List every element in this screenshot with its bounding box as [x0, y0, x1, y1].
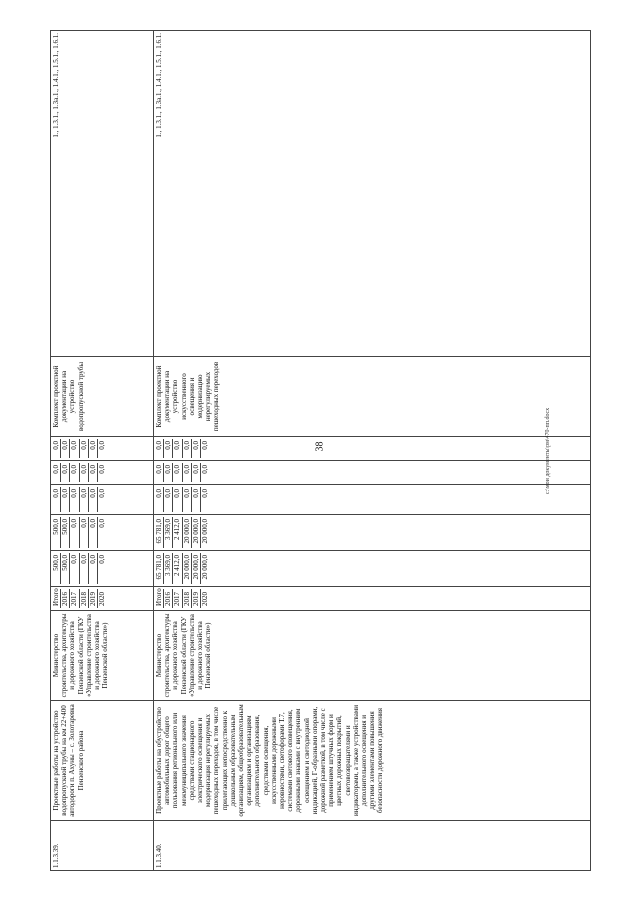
document-file-path: c:\мои документы\рм\470-пп.docx: [545, 407, 551, 495]
funding-value: 20 000,0: [191, 517, 200, 548]
funding-value: 20 000,0: [201, 519, 210, 544]
other-sources-cell: [154, 437, 591, 461]
funding-value: 500,0: [61, 517, 70, 548]
year-label: 2017: [70, 589, 79, 608]
funding-value: 0,0: [79, 553, 88, 584]
row-number: 1.1.3.40.: [154, 821, 591, 871]
funding-value: 0,0: [88, 439, 97, 458]
funding-value: 0,0: [61, 463, 70, 482]
funding-value: 0,0: [155, 463, 164, 482]
funding-value: 0,0: [98, 441, 107, 450]
year-label: Итого: [155, 588, 163, 606]
regional-budget-cell: [51, 515, 154, 551]
funding-value: 0,0: [201, 489, 210, 498]
indicator-codes: 1., 1.3.1., 1.3а.1., 1.4.1., 1.5.1., 1.6.1.: [51, 31, 154, 357]
total-funding-cell: [154, 551, 591, 587]
funding-value: 2 412,0: [173, 517, 182, 548]
funding-value: 500,0: [61, 553, 70, 584]
funding-value: 0,0: [191, 463, 200, 482]
funding-value: 0,0: [182, 487, 191, 512]
funding-value: 500,0: [52, 553, 61, 584]
funding-value: 0,0: [191, 439, 200, 458]
rotated-table-container: [50, 31, 590, 871]
funding-value: 0,0: [52, 487, 61, 512]
year-label: 2019: [191, 589, 200, 608]
year-label: 2018: [182, 589, 191, 608]
funding-value: 0,0: [61, 487, 70, 512]
funding-value: 0,0: [52, 463, 61, 482]
federal-budget-cell: [154, 485, 591, 515]
funding-value: 65 781,0: [155, 517, 164, 548]
federal-budget-cell: [51, 485, 154, 515]
table-row: [154, 31, 591, 871]
funding-value: 0,0: [201, 441, 210, 450]
responsible-organization: Министерство строительства, архитектуры и дорожного хозяйства Пензенской области (ГКУ «Управление строительства и дорожного хозяйства Пензенской области»): [154, 611, 591, 701]
funding-value: 0,0: [79, 487, 88, 512]
funding-value: 20 000,0: [182, 517, 191, 548]
funding-value: 0,0: [155, 487, 164, 512]
funding-value: 20 000,0: [182, 553, 191, 584]
funding-value: 0,0: [61, 439, 70, 458]
funding-value: 0,0: [164, 487, 173, 512]
other-sources-cell: [51, 437, 154, 461]
funding-value: 500,0: [52, 517, 61, 548]
row-number: 1.1.3.39.: [51, 821, 154, 871]
funding-value: 65 781,0: [155, 553, 164, 584]
funding-value: 0,0: [70, 487, 79, 512]
funding-value: 2 412,0: [173, 553, 182, 584]
funding-value: 0,0: [79, 439, 88, 458]
year-label: Итого: [52, 588, 60, 606]
funding-value: 0,0: [79, 463, 88, 482]
funding-value: 3 369,0: [164, 517, 173, 548]
total-funding-cell: [51, 551, 154, 587]
funding-value: 20 000,0: [201, 555, 210, 580]
years-cell: [154, 587, 591, 611]
funding-value: 0,0: [98, 519, 107, 528]
funding-value: 0,0: [70, 553, 79, 584]
municipal-budget-cell: [154, 461, 591, 485]
funding-value: 0,0: [88, 487, 97, 512]
funding-value: 0,0: [173, 463, 182, 482]
year-label: 2016: [164, 589, 173, 608]
funding-value: 0,0: [155, 439, 164, 458]
funding-value: 20 000,0: [191, 553, 200, 584]
year-label: 2020: [201, 592, 210, 606]
year-label: 2020: [98, 592, 107, 606]
funding-value: 0,0: [70, 463, 79, 482]
funding-value: 0,0: [164, 463, 173, 482]
funding-value: 0,0: [173, 487, 182, 512]
regional-budget-cell: [154, 515, 591, 551]
funding-value: 0,0: [88, 517, 97, 548]
funding-value: 0,0: [70, 439, 79, 458]
year-label: 2016: [61, 589, 70, 608]
funding-value: 0,0: [98, 465, 107, 474]
expected-result: Комплект проектной документации на устройство водопропускной трубы: [51, 357, 154, 437]
funding-value: 0,0: [182, 439, 191, 458]
table-row: [51, 31, 154, 871]
year-label: 2018: [79, 589, 88, 608]
responsible-organization: Министерство строительства, архитектуры и дорожного хозяйства Пензенской области (ГКУ «Управление строительства и дорожного хозяйства Пензенской области»): [51, 611, 154, 701]
years-cell: [51, 587, 154, 611]
page-number: 38: [314, 441, 326, 452]
funding-value: 0,0: [182, 463, 191, 482]
funding-value: 0,0: [70, 517, 79, 548]
funding-value: 0,0: [173, 439, 182, 458]
funding-value: 0,0: [164, 439, 173, 458]
funding-value: 0,0: [98, 555, 107, 564]
funding-value: 0,0: [88, 463, 97, 482]
indicator-codes: 1., 1.3.1., 1.3а.1., 1.4.1., 1.5.1., 1.6.1.: [154, 31, 591, 357]
funding-value: 0,0: [191, 487, 200, 512]
program-activities-table: [50, 30, 591, 871]
funding-value: 3 369,0: [164, 553, 173, 584]
activity-name: Проектные работы на устройство водопропускной трубы на км 22+400 автодороги п. Ахуны – с. Золотаревка Пензенского района: [51, 701, 154, 821]
expected-result: Комплект проектной документации на устройство искусственного освещения и модернизацию нерегулируемых пешеходных переходов: [154, 357, 591, 437]
funding-value: 0,0: [201, 465, 210, 474]
municipal-budget-cell: [51, 461, 154, 485]
year-label: 2017: [173, 589, 182, 608]
funding-value: 0,0: [98, 489, 107, 498]
funding-value: 0,0: [88, 553, 97, 584]
activity-name: Проектные работы на обустройство автомобильных дорог общего пользования регионального или межмуниципального значения средствами стационарного электрического освещения и модернизация нерегулируемых пешеходных переходов, в том числе прилегающих непосредственно к дошкольным образовательным организациям, общеобразовательным организациям и организациям дополнительного образования, средствами освещения, искусственными дорожными неровностями, светофорами Т.7, системами светового оповещения, дорожными знаками с внутренним освещением и светодиодной индикацией, Г-образными опорами, дорожной разметкой, в том числе с применением штучных форм и цветных дорожных покрытий, световозвращателями и индикаторами, а также устройствами дополнительного освещения и другими элементами повышения безопасности дорожного движения: [154, 701, 591, 821]
funding-value: 0,0: [52, 439, 61, 458]
funding-value: 0,0: [79, 517, 88, 548]
year-label: 2019: [88, 589, 97, 608]
